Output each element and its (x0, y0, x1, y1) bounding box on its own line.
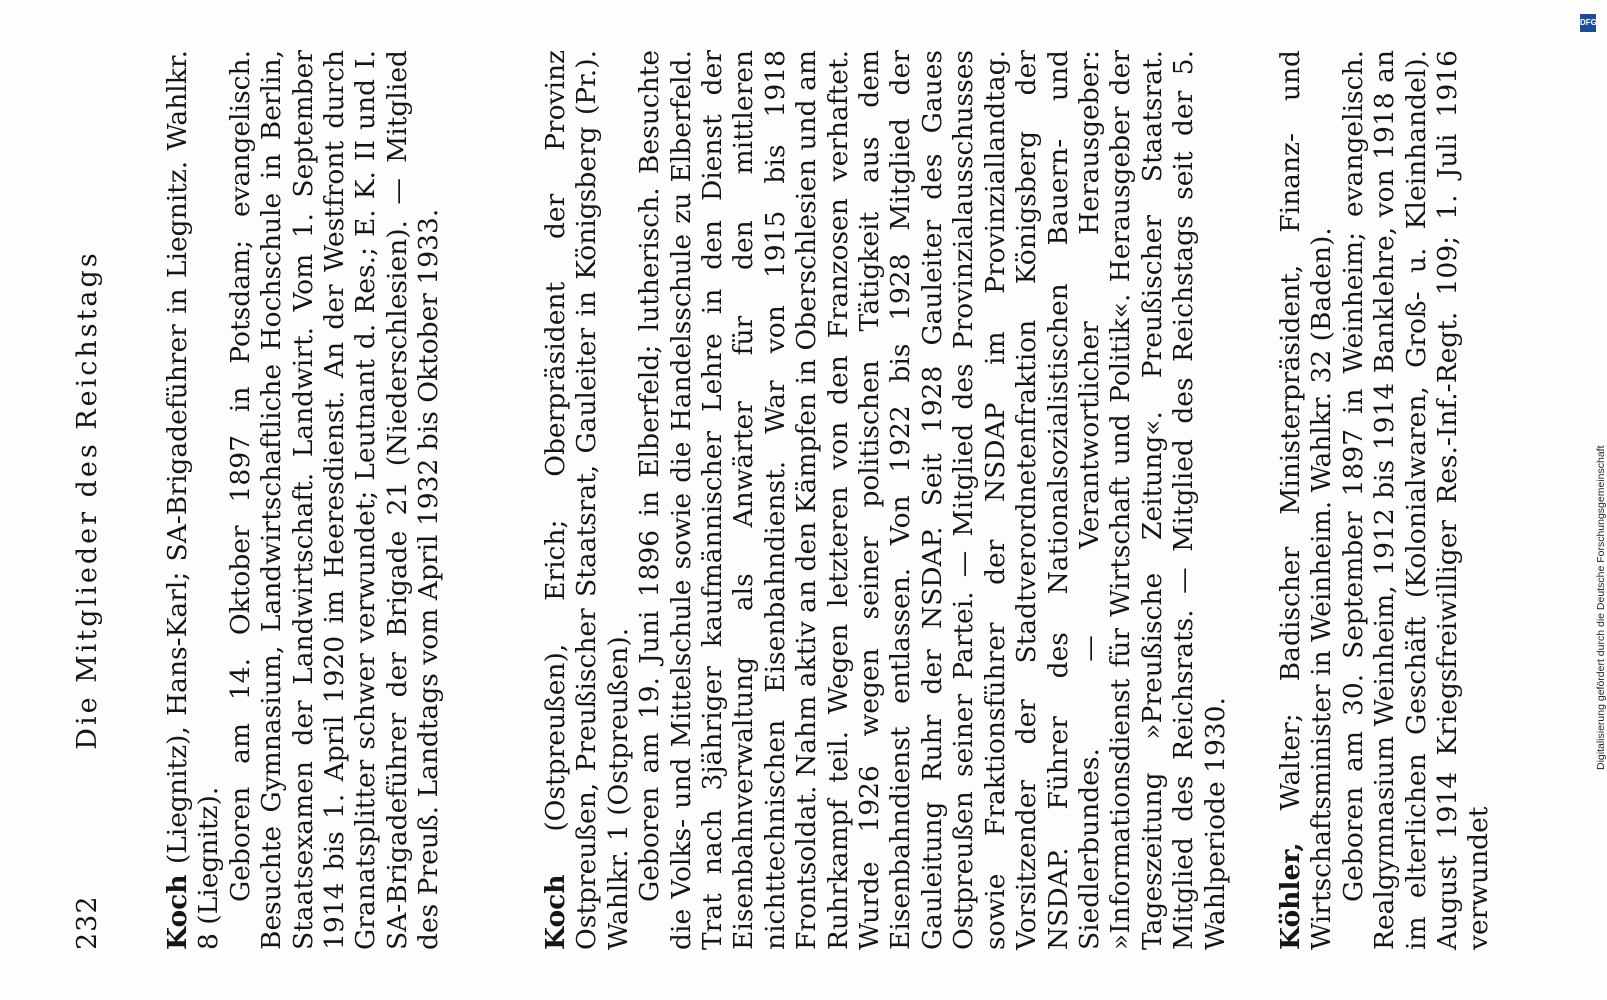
biography-entry-koch-liegnitz (162, 50, 445, 950)
entry-name: Köhler, (1275, 842, 1306, 950)
entry-name: Koch (162, 874, 193, 950)
entry-intro: Walter; Badischer Ministerpräsident, Finanz- und Wirtschaftsminister in Weinheim. Wahlkr. 32 (Baden). (1275, 50, 1338, 950)
rotated-page-content (50, 50, 1520, 950)
entry-intro: (Ostpreußen), Erich; Oberpräsident der Provinz Ostpreußen, Preußischer Staatsrat, Gauleiter in Königsberg (Pr.). Wahlkr. 1 (Ostpreußen). (540, 50, 634, 950)
entry-body: Geboren am 30. September 1897 in Weinheim; evangelisch. Realgymnasium Weinheim, 1912 bis 1914 Banklehre, von 1918 an im elterlichen Geschäft (Kolonialwaren, Groß- u. Kleinhandel). August 1914 Kriegsfreiwilliger Res.-Inf.-Regt. 109; 1. Juli 1916 verwundet (1337, 50, 1495, 950)
entry-heading (1275, 50, 1338, 950)
entry-body: Geboren am 19. Juni 1896 in Elberfeld; lutherisch. Besuchte die Volks- und Mittelschule sowie die Handelsschule zu Elberfeld. Trat nach 3jähriger kaufmännischer Lehre in den Dienst der Eisenbahnverwaltung als Anwärter für den mittleren nichttechnischen Eisenbahndienst. War von 1915 bis 1918 Frontsoldat. Nahm aktiv an den Kämpfen in Oberschlesien und am Ruhrkampf teil. Wegen letzteren von den Franzosen verhaftet. Wurde 1926 wegen seiner politischen Tätigkeit aus dem Eisenbahndienst entlassen. Von 1922 bis 1928 Mitglied der Gauleitung Ruhr der NSDAP. Seit 1928 Gauleiter des Gaues Ostpreußen seiner Partei. — Mitglied des Provinzialausschusses sowie Fraktionsführer der NSDAP im Provinziallandtag. Vorsitzender der Stadtverordnetenfraktion Königsberg der NSDAP. Führer des Nationalsozialistischen Bauern- und Siedlerbundes. — Verantwortlicher Herausgeber: »Informationsdienst für Wirtschaft und Politik«. Herausgeber der Tageszeitung »Preußische Zeitung«. Preußischer Staatsrat. Mitglied des Reichsrats. — Mitglied des Reichstags seit der 5. Wahlperiode 1930. (634, 50, 1231, 950)
entry-heading (540, 50, 634, 950)
entry-body: Geboren am 14. Oktober 1897 in Potsdam; evangelisch. Besuchte Gymnasium, Landwirtschaftliche Hochschule in Berlin, Staatsexamen der Landwirtschaft. Landwirt. Vom 1. September 1914 bis 1. April 1920 im Heeresdienst. An der Westfront durch Granatsplitter schwer verwundet; Leutnant d. Res.; E. K. II und I. SA-Brigadeführer der Brigade 21 (Niederschlesien). — Mitglied des Preuß. Landtags vom April 1932 bis Oktober 1933. (224, 50, 445, 950)
digitization-credit-text: Digitalisierung gefördert durch die Deutsche Forschungsgemeinschaft (1595, 445, 1607, 770)
digitization-credit (1565, 0, 1607, 1000)
page-header (50, 50, 130, 950)
biography-entry-koch-ostpreussen (540, 50, 1231, 950)
running-title: Die Mitglieder des Reichstags (72, 250, 103, 750)
biography-entry-koehler (1275, 50, 1495, 950)
dfg-logo-icon: DFG (1580, 14, 1596, 32)
page-number: 232 (72, 895, 103, 950)
entry-intro: (Liegnitz), Hans-Karl; SA-Brigadeführer in Liegnitz. Wahlkr. 8 (Liegnitz). (162, 50, 225, 950)
entry-heading (162, 50, 225, 950)
entry-name: Koch (540, 874, 571, 950)
